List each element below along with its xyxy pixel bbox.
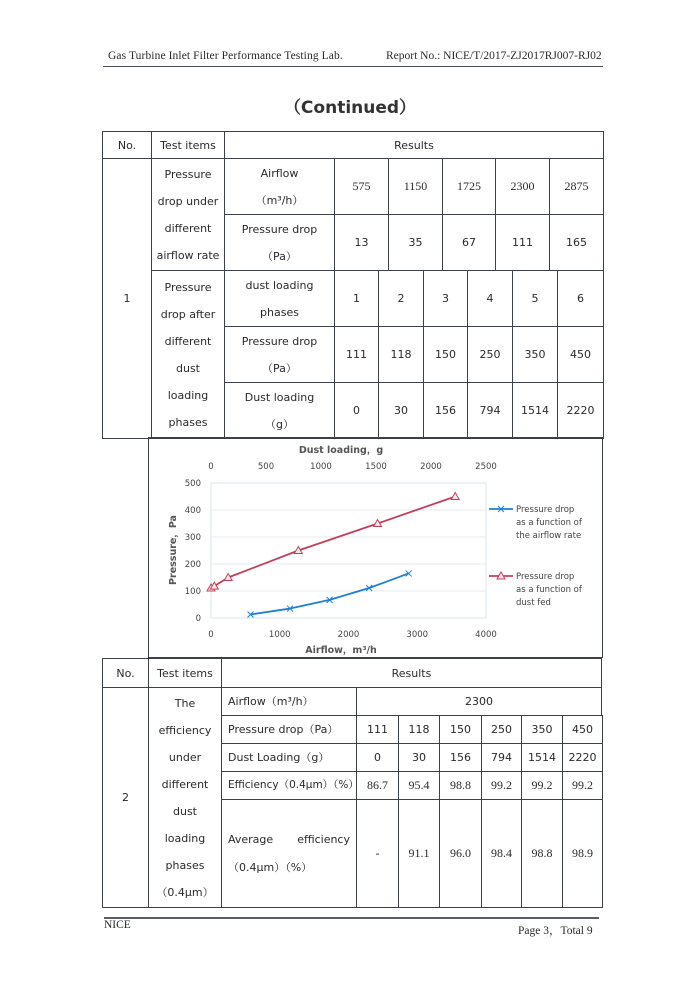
airflow-label: Airflow（m³/h） xyxy=(221,687,357,716)
dust-loading-value: 156 xyxy=(423,382,468,439)
airflow-value: 1150 xyxy=(388,158,443,215)
top-x-tick-label: 1500 xyxy=(365,462,387,472)
series-line xyxy=(251,573,409,614)
item-line: different xyxy=(164,221,212,235)
label-line: （m³/h） xyxy=(255,193,304,207)
average-efficiency-value: 98.9 xyxy=(562,799,603,908)
pressure-drop-value: 350 xyxy=(512,326,558,383)
pressure-drop-value: 111 xyxy=(495,214,550,271)
average-efficiency-value: 98.4 xyxy=(481,799,522,908)
bottom-axis-title: Airflow，m³/h xyxy=(305,645,377,656)
pressure-drop-label: Pressure drop（Pa） xyxy=(221,715,357,744)
pressure-drop-value: 67 xyxy=(442,214,496,271)
average-efficiency-value: 91.1 xyxy=(398,799,440,908)
y-tick-label: 200 xyxy=(184,560,201,570)
y-tick-label: 400 xyxy=(184,506,201,516)
item-line: phases xyxy=(168,415,208,429)
legend-label: as a function of xyxy=(516,518,582,528)
pressure-drop-value: 250 xyxy=(467,326,513,383)
legend-label: dust fed xyxy=(516,598,551,608)
x-tick-label: 0 xyxy=(208,630,214,640)
y-axis-title: Pressure，Pa xyxy=(168,515,179,585)
item-line: airflow rate xyxy=(156,248,220,262)
item-line: Pressure xyxy=(164,280,212,294)
airflow-label xyxy=(224,158,335,215)
dust-loading-value: 30 xyxy=(378,382,424,439)
pressure-drop-value: 165 xyxy=(549,214,604,271)
label-part: （0.4μm）（%） xyxy=(228,861,313,874)
airflow-value: 1725 xyxy=(442,158,496,215)
col-header-results: Results xyxy=(224,131,604,159)
footer-rule xyxy=(104,917,599,919)
top-axis-title: Dust loading，g xyxy=(298,445,384,456)
col-header-test-items: Test items xyxy=(151,131,225,159)
test-item-dust-loading xyxy=(151,270,225,439)
top-x-tick-label: 2500 xyxy=(475,462,497,472)
lab-name: Gas Turbine Inlet Filter Performance Testing Lab. xyxy=(108,50,343,62)
legend-label: the airflow rate xyxy=(516,531,582,541)
item-line: different xyxy=(161,777,209,791)
phase-value: 2 xyxy=(378,270,424,327)
average-efficiency-value: - xyxy=(356,799,399,908)
page-number: Page 3，Total 9 xyxy=(518,925,593,937)
pressure-drop-value: 111 xyxy=(334,326,379,383)
item-line: loading xyxy=(167,388,209,402)
average-efficiency-value: 96.0 xyxy=(439,799,482,908)
dust-loading-value: 794 xyxy=(467,382,513,439)
efficiency-label: Efficiency（0.4μm）（%） xyxy=(221,771,357,800)
test-item-airflow-rate xyxy=(151,158,225,271)
dust-loading-value: 794 xyxy=(481,743,522,772)
phase-value: 3 xyxy=(423,270,468,327)
footer-org: NICE xyxy=(104,919,131,931)
y-tick-label: 0 xyxy=(195,614,201,624)
y-tick-label: 300 xyxy=(184,533,201,543)
top-x-tick-label: 500 xyxy=(257,462,275,472)
report-number: Report No.: NICE/T/2017-ZJ2017RJ007-RJ02 xyxy=(386,50,602,62)
item-line: Pressure xyxy=(164,167,212,181)
phase-value: 1 xyxy=(334,270,379,327)
test-number-1: 1 xyxy=(102,158,152,439)
x-tick-label: 2000 xyxy=(337,630,360,640)
dust-loading-value: 2220 xyxy=(562,743,603,772)
dust-loading-label: Dust Loading（g） xyxy=(221,743,357,772)
label-line: （Pa） xyxy=(262,361,297,375)
plot-area xyxy=(211,483,486,618)
pressure-drop-value: 350 xyxy=(521,715,563,744)
pressure-drop-value: 35 xyxy=(388,214,443,271)
item-line: The xyxy=(174,696,196,710)
item-line: dust xyxy=(176,361,200,375)
legend-label: as a function of xyxy=(516,585,582,595)
y-tick-label: 100 xyxy=(184,587,201,597)
pressure-drop-value: 111 xyxy=(356,715,399,744)
pressure-drop-value: 150 xyxy=(439,715,482,744)
col-header-no: No. xyxy=(102,131,152,159)
pressure-drop-value: 118 xyxy=(378,326,424,383)
airflow-value: 575 xyxy=(334,158,389,215)
item-line: drop under xyxy=(157,194,219,208)
phase-label xyxy=(224,270,335,327)
phase-value: 6 xyxy=(557,270,604,327)
item-line: efficiency xyxy=(158,723,212,737)
label-line: phases xyxy=(260,305,299,319)
phase-value: 4 xyxy=(467,270,513,327)
test-number-2: 2 xyxy=(102,687,149,908)
top-x-tick-label: 0 xyxy=(208,462,214,472)
pressure-drop-value: 450 xyxy=(562,715,603,744)
pressure-drop-label xyxy=(224,214,335,271)
item-line: loading xyxy=(164,831,206,845)
x-tick-label: 1000 xyxy=(268,630,291,640)
legend-label: Pressure drop xyxy=(516,505,575,515)
header-rule xyxy=(103,66,603,67)
label-line: Dust loading xyxy=(244,390,315,404)
efficiency-value: 98.8 xyxy=(439,771,482,800)
label-part: Average xyxy=(228,833,274,846)
pressure-drop-2-label xyxy=(224,326,335,383)
dust-loading-value: 1514 xyxy=(512,382,558,439)
label-line: （g） xyxy=(265,417,294,431)
x-tick-label: 3000 xyxy=(406,630,429,640)
top-x-tick-label: 2000 xyxy=(420,462,442,472)
dust-loading-value: 156 xyxy=(439,743,482,772)
efficiency-value: 99.2 xyxy=(481,771,522,800)
item-line: drop after xyxy=(160,307,216,321)
label-line: （Pa） xyxy=(262,249,297,263)
pressure-drop-value: 118 xyxy=(398,715,440,744)
dust-loading-value: 1514 xyxy=(521,743,563,772)
item-line: （0.4μm） xyxy=(156,885,214,899)
dust-loading-value: 0 xyxy=(334,382,379,439)
item-line: under xyxy=(168,750,202,764)
pressure-drop-value: 150 xyxy=(423,326,468,383)
item-line: dust xyxy=(173,804,197,818)
phase-value: 5 xyxy=(512,270,558,327)
dust-loading-value: 2220 xyxy=(557,382,604,439)
col-header-no: No. xyxy=(102,658,149,688)
x-tick-label: 4000 xyxy=(475,630,497,640)
item-line: phases xyxy=(165,858,205,872)
y-tick-label: 500 xyxy=(184,479,201,489)
dust-loading-value: 30 xyxy=(398,743,440,772)
col-header-results: Results xyxy=(221,658,602,688)
label-line: Pressure drop xyxy=(241,334,318,348)
triangle-marker xyxy=(451,493,459,500)
label-part: efficiency xyxy=(297,833,350,846)
pressure-drop-value: 250 xyxy=(481,715,522,744)
pressure-chart xyxy=(148,437,603,658)
page-title: （Continued） xyxy=(283,98,417,118)
efficiency-value: 99.2 xyxy=(562,771,603,800)
efficiency-value: 99.2 xyxy=(521,771,563,800)
pressure-drop-value: 13 xyxy=(334,214,389,271)
dust-loading-label xyxy=(224,382,335,439)
airflow-value: 2300 xyxy=(356,687,602,716)
legend-label: Pressure drop xyxy=(516,572,575,582)
item-line: different xyxy=(164,334,212,348)
top-x-tick-label: 1000 xyxy=(310,462,332,472)
test-item-efficiency xyxy=(148,687,222,908)
pressure-drop-value: 450 xyxy=(557,326,604,383)
label-line: Pressure drop xyxy=(241,222,318,236)
label-line: Airflow xyxy=(260,166,299,180)
efficiency-value: 95.4 xyxy=(398,771,440,800)
airflow-value: 2300 xyxy=(495,158,550,215)
dust-loading-value: 0 xyxy=(356,743,399,772)
average-efficiency-value: 98.8 xyxy=(521,799,563,908)
label-line: dust loading xyxy=(245,278,314,292)
average-efficiency-label xyxy=(221,799,357,908)
airflow-value: 2875 xyxy=(549,158,604,215)
col-header-test-items: Test items xyxy=(148,658,222,688)
efficiency-value: 86.7 xyxy=(356,771,399,800)
